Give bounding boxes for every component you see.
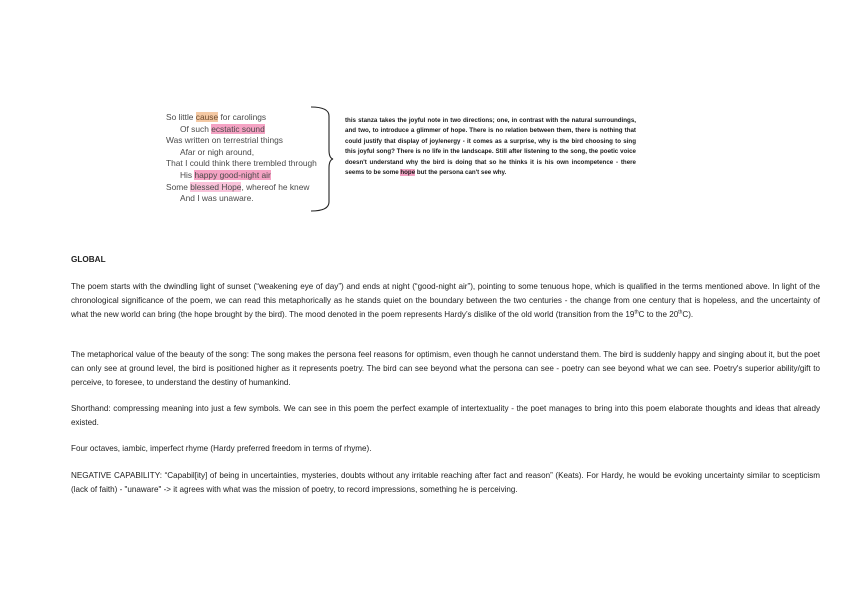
- highlight-cause: cause: [195, 112, 219, 122]
- para-text: The poem starts with the dwindling light of sunset (“weakening eye of day”) and ends at night (“good-night air”), pointing to some tenuous hope, which is qualified in the terms mentioned above. In light of the chronological significance of the poem, we can read this metaphorically as he stands quiet on the boundary between the two centuries - the change from one century that is hopeless, and the uncertainty of what the new world can bring (the hope brought by the bird). The mood denoted in the poem represents Hardy’s dislike of the old world (transition from the 19: [71, 282, 820, 319]
- para-text: C).: [682, 310, 694, 319]
- paragraph-3: Shorthand: compressing meaning into just a few symbols. We can see in this poem the perfect example of intertextuality - the poet manages to bring into this poem elaborate thoughts and ideas that already existed.: [71, 404, 820, 427]
- section-heading: GLOBAL: [71, 255, 106, 264]
- poem-text: Of such: [180, 123, 212, 134]
- highlight-hope: hope: [400, 169, 416, 177]
- superscript: th: [634, 309, 639, 316]
- poem-text: His: [180, 169, 195, 180]
- note-text: this stanza takes the joyful note in two directions; one, in contrast with the natural surroundings, and two, to introduce a glimmer of hope. There is no relation between them, there is nothing that could justify that display of joy/energy - it comes as a surprise, why is the bird choosing to sing this joyful song? There is no life in the landscape. Still after listening to the song, the poetic voice doesn't understand why the bird is doing that so he thinks it is his own incompetence - there seems to be some: [345, 117, 636, 177]
- superscript: th: [678, 309, 683, 316]
- highlight-ecstatic-sound: ecstatic sound: [211, 123, 265, 134]
- annotation-note: [345, 116, 636, 178]
- poem-text: Afar or nigh around,: [180, 146, 255, 157]
- poem-text: Was written on terrestrial things: [166, 135, 283, 146]
- poem-text: So little: [166, 112, 196, 122]
- highlight-blessed-hope: blessed Hope: [190, 181, 242, 192]
- right-brace: [309, 106, 335, 212]
- poem-text: for carolings: [218, 112, 267, 122]
- paragraph-5: NEGATIVE CAPABILITY: “Capabil[ity] of being in uncertainties, mysteries, doubts without any irritable reaching after fact and reason” (Keats). For Hardy, he would be evoking uncertainty similar to scepticism (lack of faith) - "unaware" -> it agrees with what was the mission of poetry, to record impressions, something he is perceiving.: [71, 471, 820, 494]
- para-text: C to the 20: [638, 310, 679, 319]
- poem-text: And I was unaware.: [180, 193, 254, 204]
- note-text: but the persona can't see why.: [415, 169, 507, 177]
- paragraph-4: Four octaves, iambic, imperfect rhyme (Hardy preferred freedom in terms of rhyme).: [71, 444, 372, 453]
- poem-text: , whereof he knew: [241, 181, 310, 192]
- highlight-happy-good-night-air: happy good-night air: [194, 169, 271, 180]
- poem-text: Some: [166, 181, 191, 192]
- paragraph-2: The metaphorical value of the beauty of the song: The song makes the persona feel reasons for optimism, even though he cannot understand them. The bird is suddenly happy and singing about it, but the poet can only see at ground level, the bird is positioned higher as it represents poetry. The bird can see beyond what the persona can see - poetry can see beyond what we can see. Poetry's superior ability/gift to perceive, to foresee, to understand the destiny of humankind.: [71, 350, 820, 387]
- paragraph-1: [71, 280, 820, 322]
- poem-text: That I could think there trembled through: [166, 158, 317, 169]
